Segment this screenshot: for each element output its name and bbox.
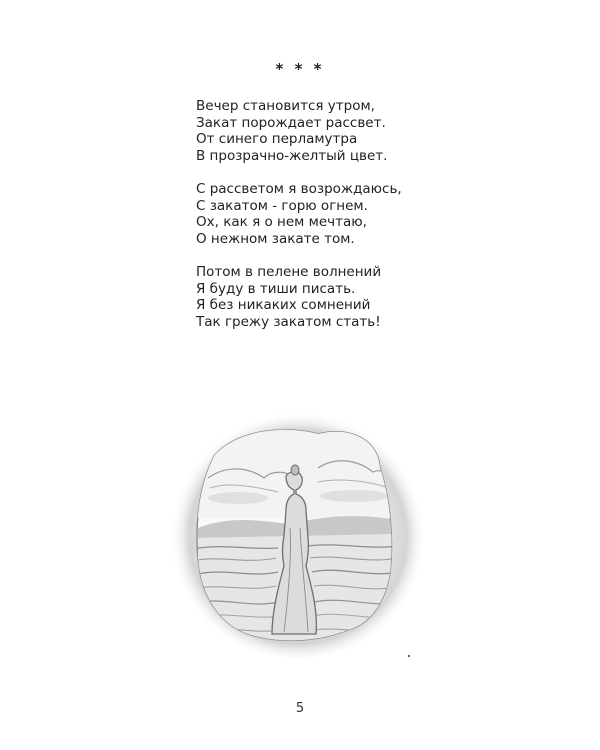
- stray-dot: [408, 655, 410, 657]
- poem: [196, 98, 496, 347]
- stanza-1: [196, 98, 496, 164]
- poem-line: Закат порождает рассвет.: [196, 114, 386, 131]
- poem-line: Потом в пелене волнений: [196, 264, 382, 280]
- poem-line: Так грежу закатом стать!: [196, 313, 381, 330]
- page-number: 5: [295, 701, 305, 716]
- pencil-sketch-woman-at-sea: [168, 398, 428, 660]
- stanza-2: [196, 181, 496, 247]
- poem-line: Вечер становится утром,: [196, 98, 375, 114]
- section-separator: * * *: [275, 60, 325, 78]
- stanza-3: [196, 264, 496, 330]
- poem-line: С рассветом я возрождаюсь,: [196, 181, 402, 197]
- poem-line: От синего перламутра: [196, 131, 358, 147]
- poem-line: В прозрачно-желтый цвет.: [196, 147, 388, 164]
- poem-line: Я без никаких сомнений: [196, 297, 371, 313]
- poem-line: Ох, как я о нем мечтаю,: [196, 214, 367, 230]
- poem-line: Я буду в тиши писать.: [196, 280, 356, 297]
- poem-line: С закатом - горю огнем.: [196, 197, 368, 214]
- poem-line: О нежном закате том.: [196, 230, 355, 247]
